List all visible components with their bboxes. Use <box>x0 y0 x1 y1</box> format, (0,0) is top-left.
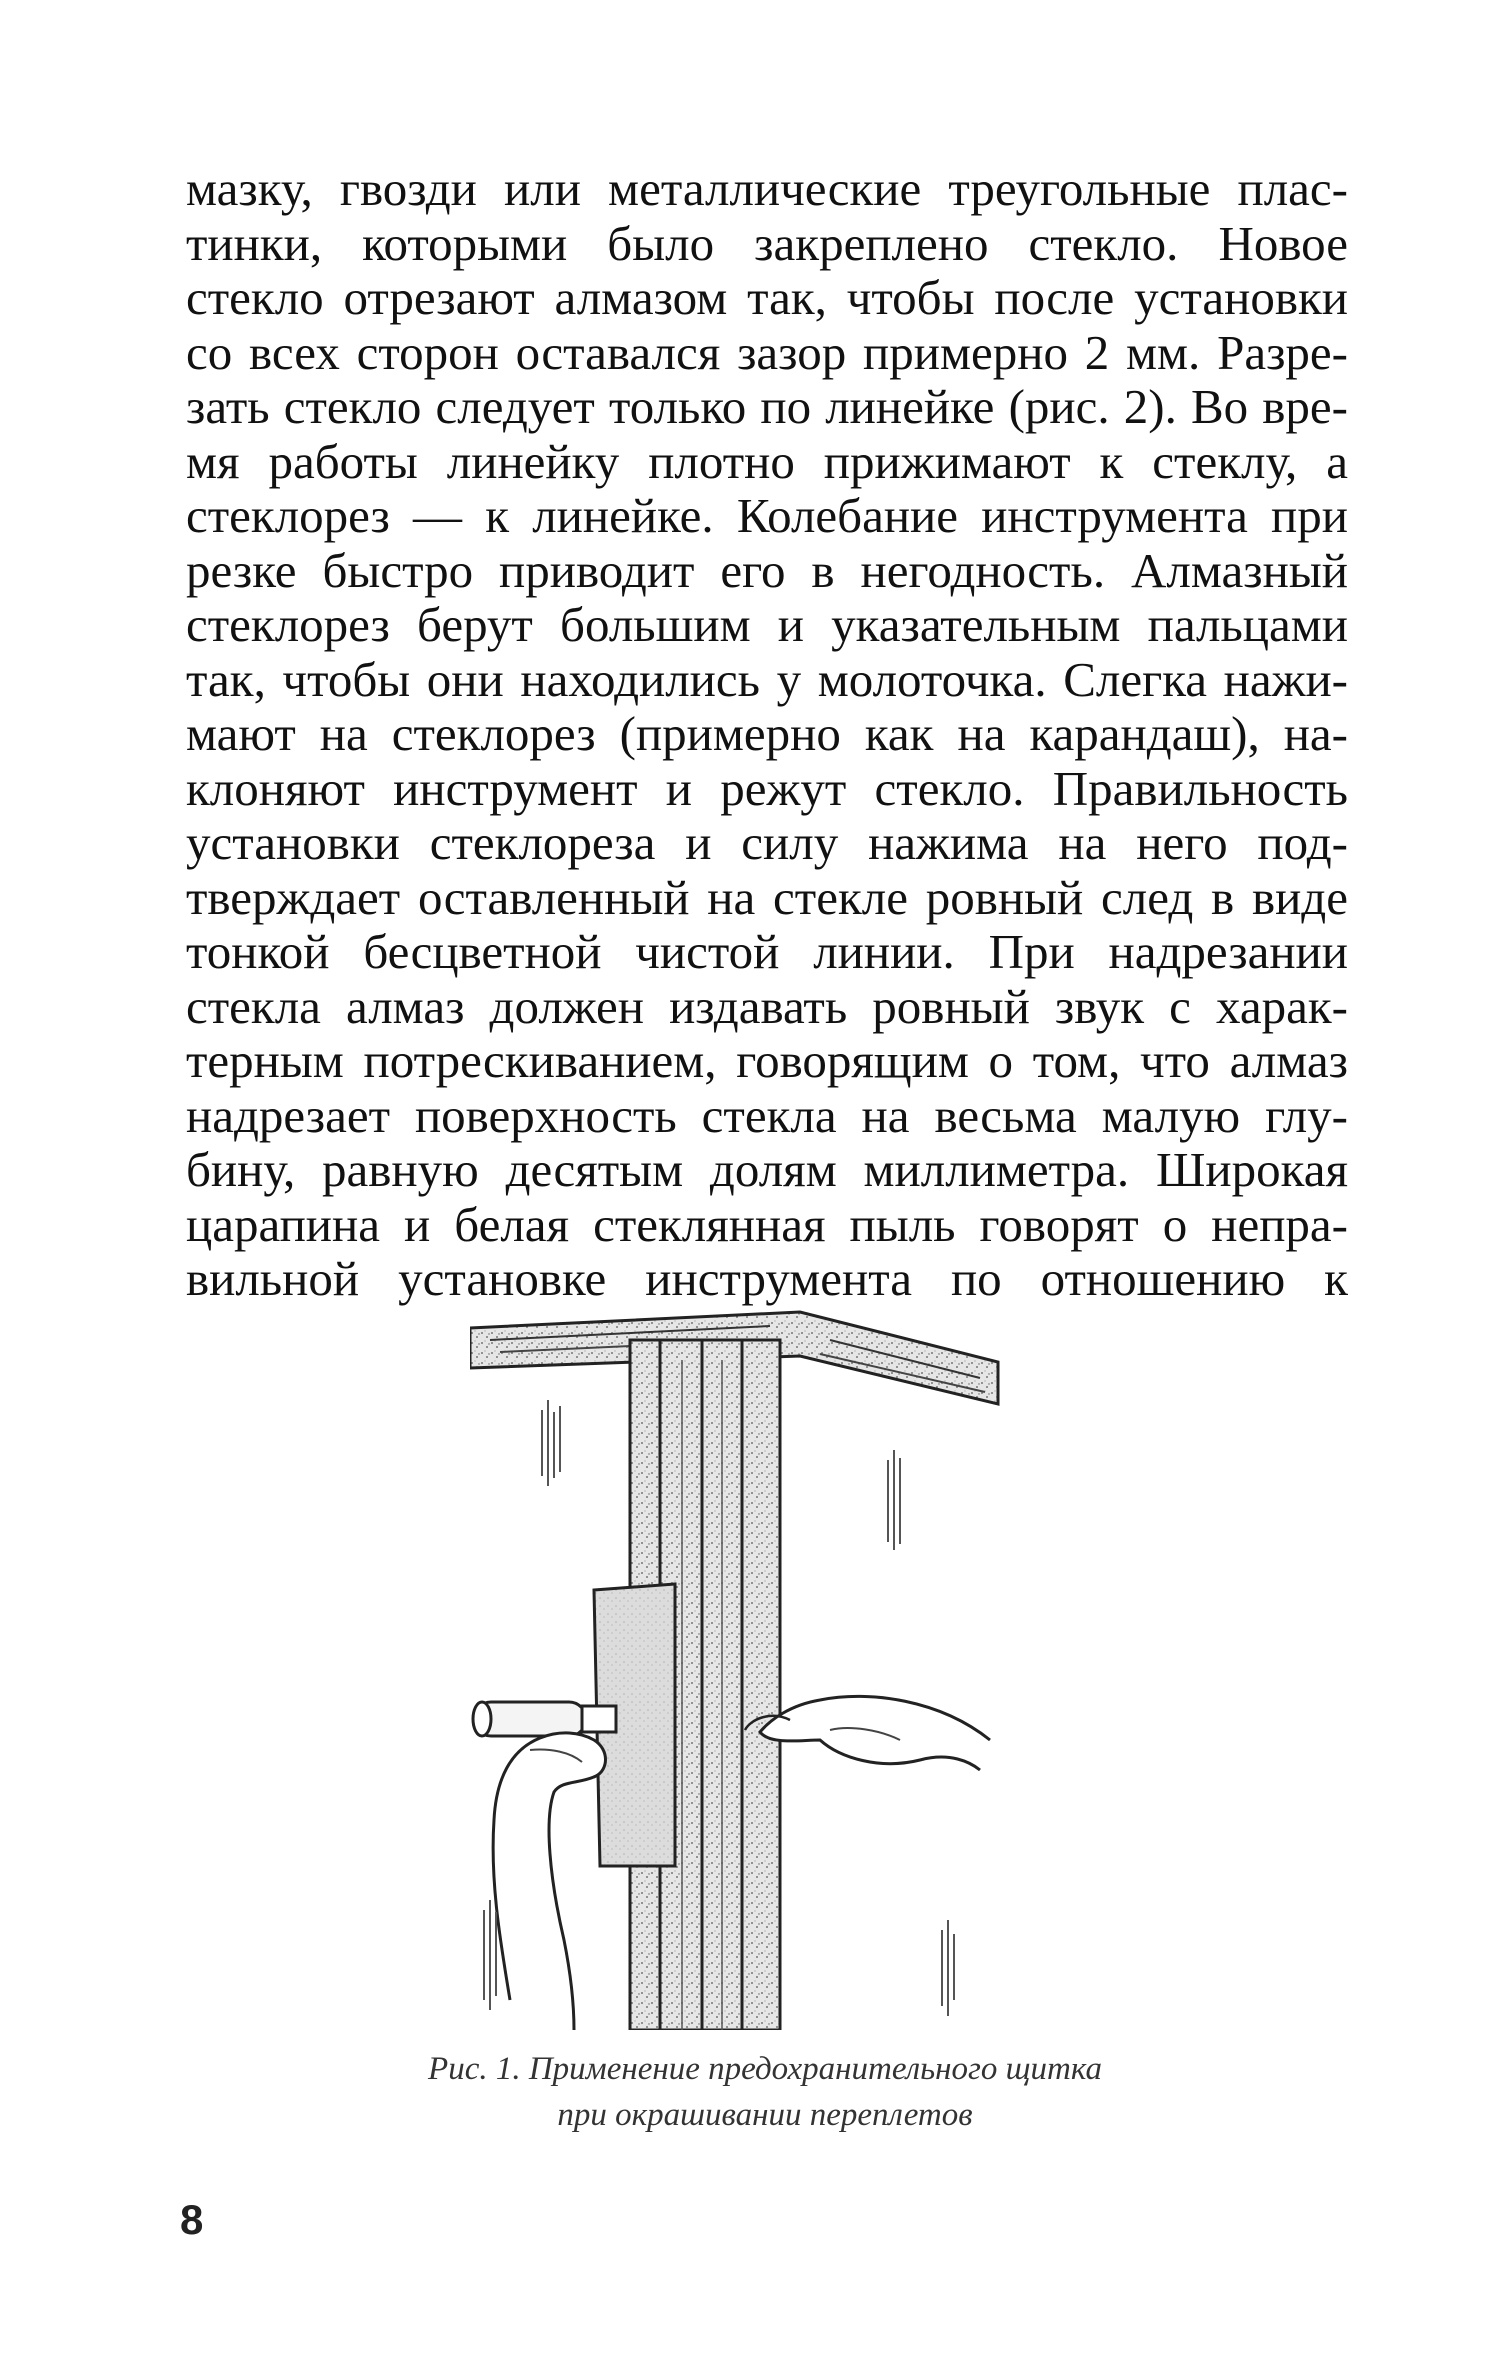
text-line: бину, равную десятым долям миллиметра. Широкая <box>186 1142 1348 1197</box>
text-line: терным потрескиванием, говорящим о том, что алмаз <box>186 1033 1348 1088</box>
text-line: тонкой бесцветной чистой линии. При надрезании <box>186 924 1348 979</box>
text-line: резке быстро приводит его в негодность. Алмазный <box>186 542 1348 598</box>
text-line: так, чтобы они находились у молоточка. Слегка нажи- <box>186 651 1348 707</box>
text-line: тверждает оставленный на стекле ровный след в виде <box>186 869 1348 925</box>
left-hand <box>493 1733 605 2030</box>
text-line: вильной установке инструмента по отношению к <box>186 1251 1348 1306</box>
text-line: тинки, которыми было закреплено стекло. Новое <box>186 215 1348 271</box>
right-hand <box>745 1696 990 1770</box>
window-frame-painting-illustration <box>470 1300 1050 2030</box>
text-line: стеклорез берут большим и указательным пальцами <box>186 597 1348 652</box>
page-number: 8 <box>180 2196 204 2243</box>
text-line: клоняют инструмент и режут стекло. Правильность <box>186 760 1348 816</box>
caption-line: при окрашивании переплетов <box>557 2097 973 2133</box>
body-text <box>186 162 1348 1307</box>
text-line: мают на стеклорез (примерно как на карандаш), на- <box>186 706 1348 761</box>
figure-caption <box>330 2046 1200 2138</box>
text-line: стекло отрезают алмазом так, чтобы после установки <box>186 270 1348 325</box>
text-line: зать стекло следует только по линейке (рис. 2). Во вре- <box>186 379 1348 434</box>
text-line: надрезает поверхность стекла на весьма малую глу- <box>186 1087 1348 1143</box>
caption-line: Рис. 1. Применение предохранительного щитка <box>428 2051 1102 2087</box>
text-line: установки стеклореза и силу нажима на него под- <box>186 815 1348 870</box>
text-line: мазку, гвозди или металлические треугольные плас- <box>186 161 1348 216</box>
text-line: со всех сторон оставался зазор примерно 2 мм. Разре- <box>186 324 1348 380</box>
text-line: стекла алмаз должен издавать ровный звук с харак- <box>186 978 1348 1034</box>
text-line: стеклорез — к линейке. Колебание инструмента при <box>186 488 1348 543</box>
paint-brush <box>473 1702 616 1736</box>
text-line: царапина и белая стеклянная пыль говорят о непра- <box>186 1196 1348 1252</box>
text-line: мя работы линейку плотно прижимают к стеклу, а <box>186 433 1348 489</box>
